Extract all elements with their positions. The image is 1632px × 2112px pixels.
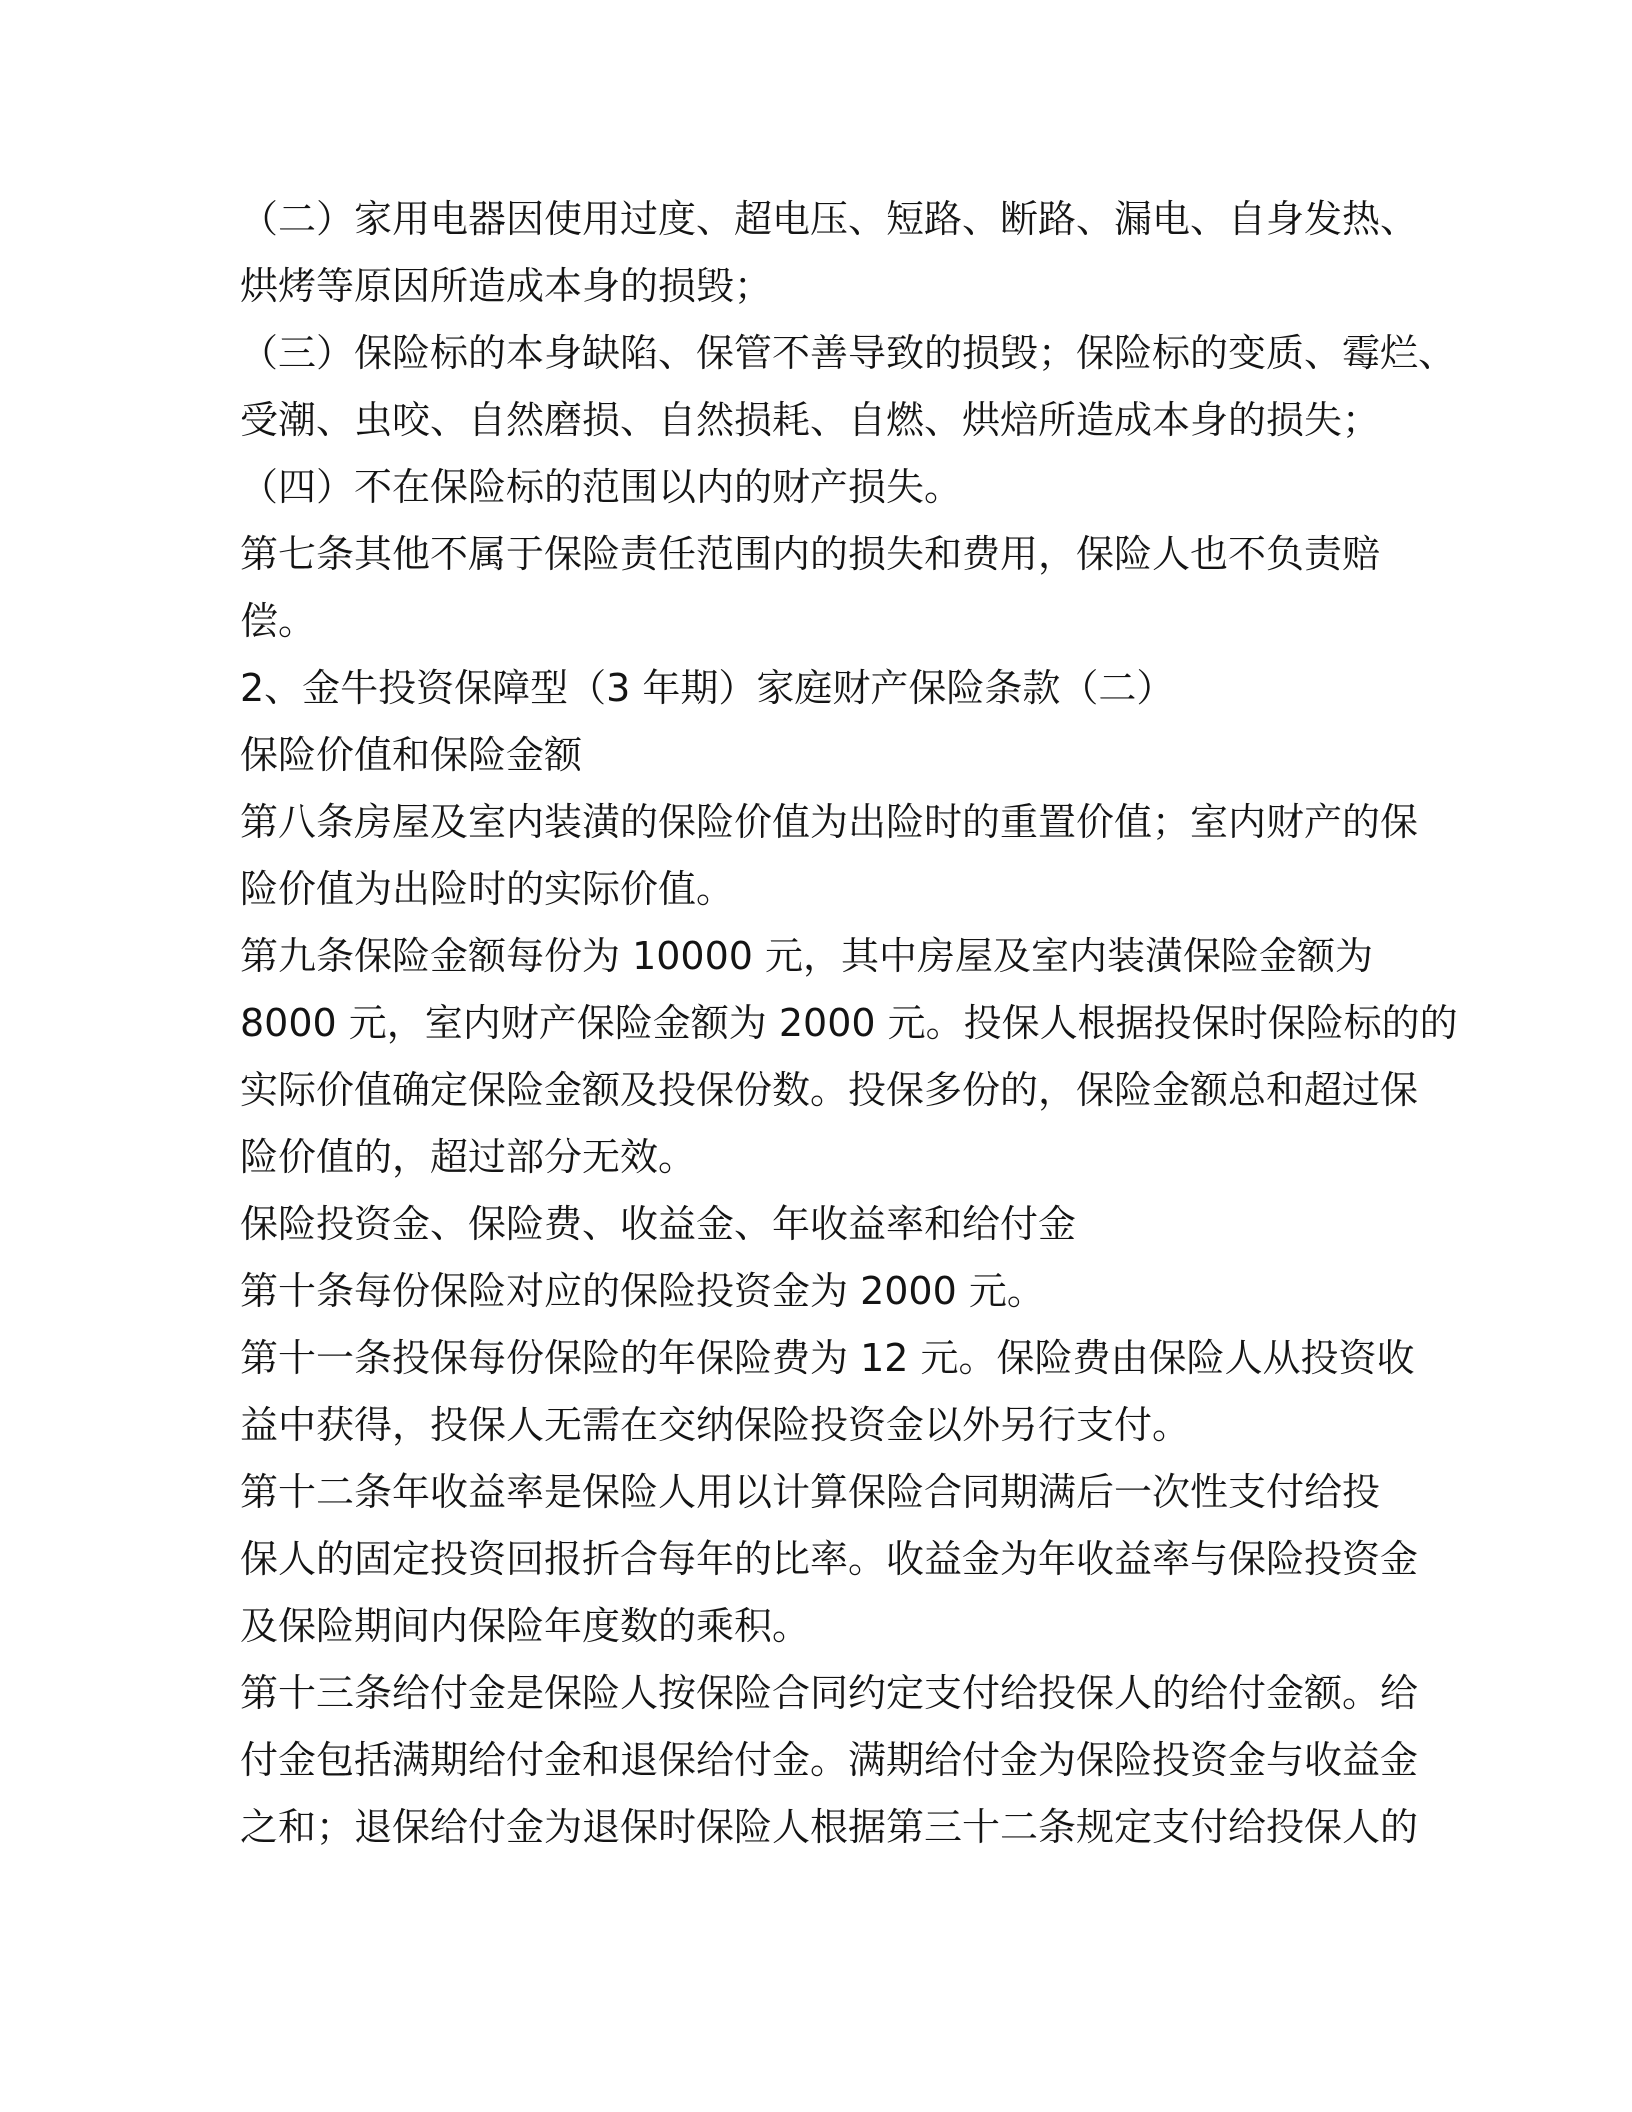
text-line: 益中获得，投保人无需在交纳保险投资金以外另行支付。 [240,1403,1191,1447]
text-line: （四）不在保险标的范围以内的财产损失。 [240,465,963,509]
text-line: 险价值为出险时的实际价值。 [240,867,735,911]
text-line: 第十条每份保险对应的保险投资金为 2000 元。 [240,1269,1045,1313]
text-line: 偿。 [240,599,317,643]
text-line: 第九条保险金额每份为 10000 元，其中房屋及室内装潢保险金额为 [240,934,1374,978]
text-line: 第十三条给付金是保险人按保险合同约定支付给投保人的给付金额。给 [240,1671,1419,1715]
text-line: 险价值的，超过部分无效。 [240,1135,697,1179]
text-line: 实际价值确定保险金额及投保份数。投保多份的，保险金额总和超过保 [240,1068,1419,1112]
text-line: 第七条其他不属于保险责任范围内的损失和费用，保险人也不负责赔 [240,532,1381,576]
text-line: （三）保险标的本身缺陷、保管不善导致的损毁；保险标的变质、霉烂、 [240,331,1457,375]
text-line: 及保险期间内保险年度数的乘积。 [240,1604,811,1648]
text-line: 8000 元，室内财产保险金额为 2000 元。投保人根据投保时保险标的的 [240,1001,1458,1045]
subsection-heading: 保险投资金、保险费、收益金、年收益率和给付金 [240,1202,1077,1246]
text-line: 烘烤等原因所造成本身的损毁； [240,264,773,308]
text-line: 保人的固定投资回报折合每年的比率。收益金为年收益率与保险投资金 [240,1537,1419,1581]
text-line: 之和；退保给付金为退保时保险人根据第三十二条规定支付给投保人的 [240,1805,1419,1849]
text-line: 付金包括满期给付金和退保给付金。满期给付金为保险投资金与收益金 [240,1738,1419,1782]
text-line: （二）家用电器因使用过度、超电压、短路、断路、漏电、自身发热、 [240,197,1419,241]
text-line: 第十一条投保每份保险的年保险费为 12 元。保险费由保险人从投资收 [240,1336,1415,1380]
document-body [240,186,1458,1861]
subsection-heading: 保险价值和保险金额 [240,733,583,777]
section-heading: 2、金牛投资保障型（3 年期）家庭财产保险条款（二） [240,666,1175,710]
text-line: 受潮、虫咬、自然磨损、自然损耗、自燃、烘焙所造成本身的损失； [240,398,1381,442]
text-line: 第八条房屋及室内装潢的保险价值为出险时的重置价值；室内财产的保 [240,800,1419,844]
text-line: 第十二条年收益率是保险人用以计算保险合同期满后一次性支付给投 [240,1470,1381,1514]
